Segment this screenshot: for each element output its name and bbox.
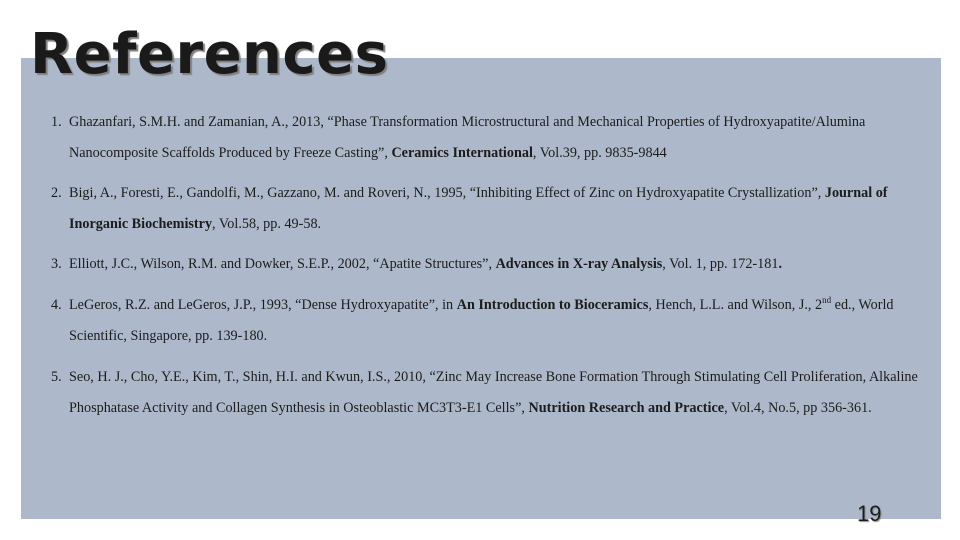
reference-source: Advances in X-ray Analysis [495,256,663,272]
page-number: 19 [857,501,882,526]
reference-number: 1. [51,114,62,130]
reference-details: , Vol.4, No.5, pp 356-361. [724,399,872,416]
edition-superscript: nd [822,295,832,305]
reference-trailing-period: . [778,256,782,272]
reference-authors: Seo, H. J., Cho, Y.E., Kim, T., Shin, H.I. and Kwun, I.S., 2010, “Zinc May Increase Bone Formation Through Stimulating Cell Proliferation, Alkaline Phosphatase Activity and Collagen Synthesis in Osteoblastic MC3T3-E1 Cells”, [69,369,918,416]
reference-details: , Vol.39, pp. 9835-9844 [532,144,667,161]
reference-source: Journal of Inorganic Biochemistry [69,185,888,232]
reference-text [69,290,931,351]
reference-authors: Elliott, J.C., Wilson, R.M. and Dowker, S.E.P., 2002, “Apatite Structures”, [69,256,496,272]
reference-number: 4. [51,297,62,313]
reference-number: 2. [51,185,62,201]
reference-item-5 [51,362,931,423]
reference-authors: Ghazanfari, S.M.H. and Zamanian, A., 2013, “Phase Transformation Microstructural and Mechanical Properties of Hydroxyapatite/Alumina Nanocomposite Scaffolds Produced by Freeze Casting”, [69,114,866,161]
reference-source: Ceramics International [391,144,533,161]
reference-number: 3. [51,256,62,272]
reference-text [69,249,931,280]
reference-item-3 [51,249,931,280]
reference-item-1 [51,107,931,168]
reference-details: ed., World Scientific, Singapore, pp. 139-180. [69,297,894,344]
reference-text [69,178,931,239]
reference-source: An Introduction to Bioceramics [456,297,649,313]
reference-number: 5. [51,369,62,385]
reference-details-part: , Hench, L.L. and Wilson, J., 2 [648,297,823,313]
reference-authors: LeGeros, R.Z. and LeGeros, J.P., 1993, “Dense Hydroxyapatite”, in [69,297,457,313]
reference-text [69,362,931,423]
reference-authors: Bigi, A., Foresti, E., Gandolfi, M., Gazzano, M. and Roveri, N., 1995, “Inhibiting Effect of Zinc on Hydroxyapatite Crystallization”, [69,185,825,201]
reference-details: , Vol. 1, pp. 172-181 [662,256,779,272]
reference-text [69,107,931,168]
reference-item-4 [51,290,931,351]
slide-title: References [30,22,389,87]
reference-item-2 [51,178,931,239]
reference-details: , Vol.58, pp. 49-58. [212,215,322,232]
reference-source: Nutrition Research and Practice [528,399,725,416]
